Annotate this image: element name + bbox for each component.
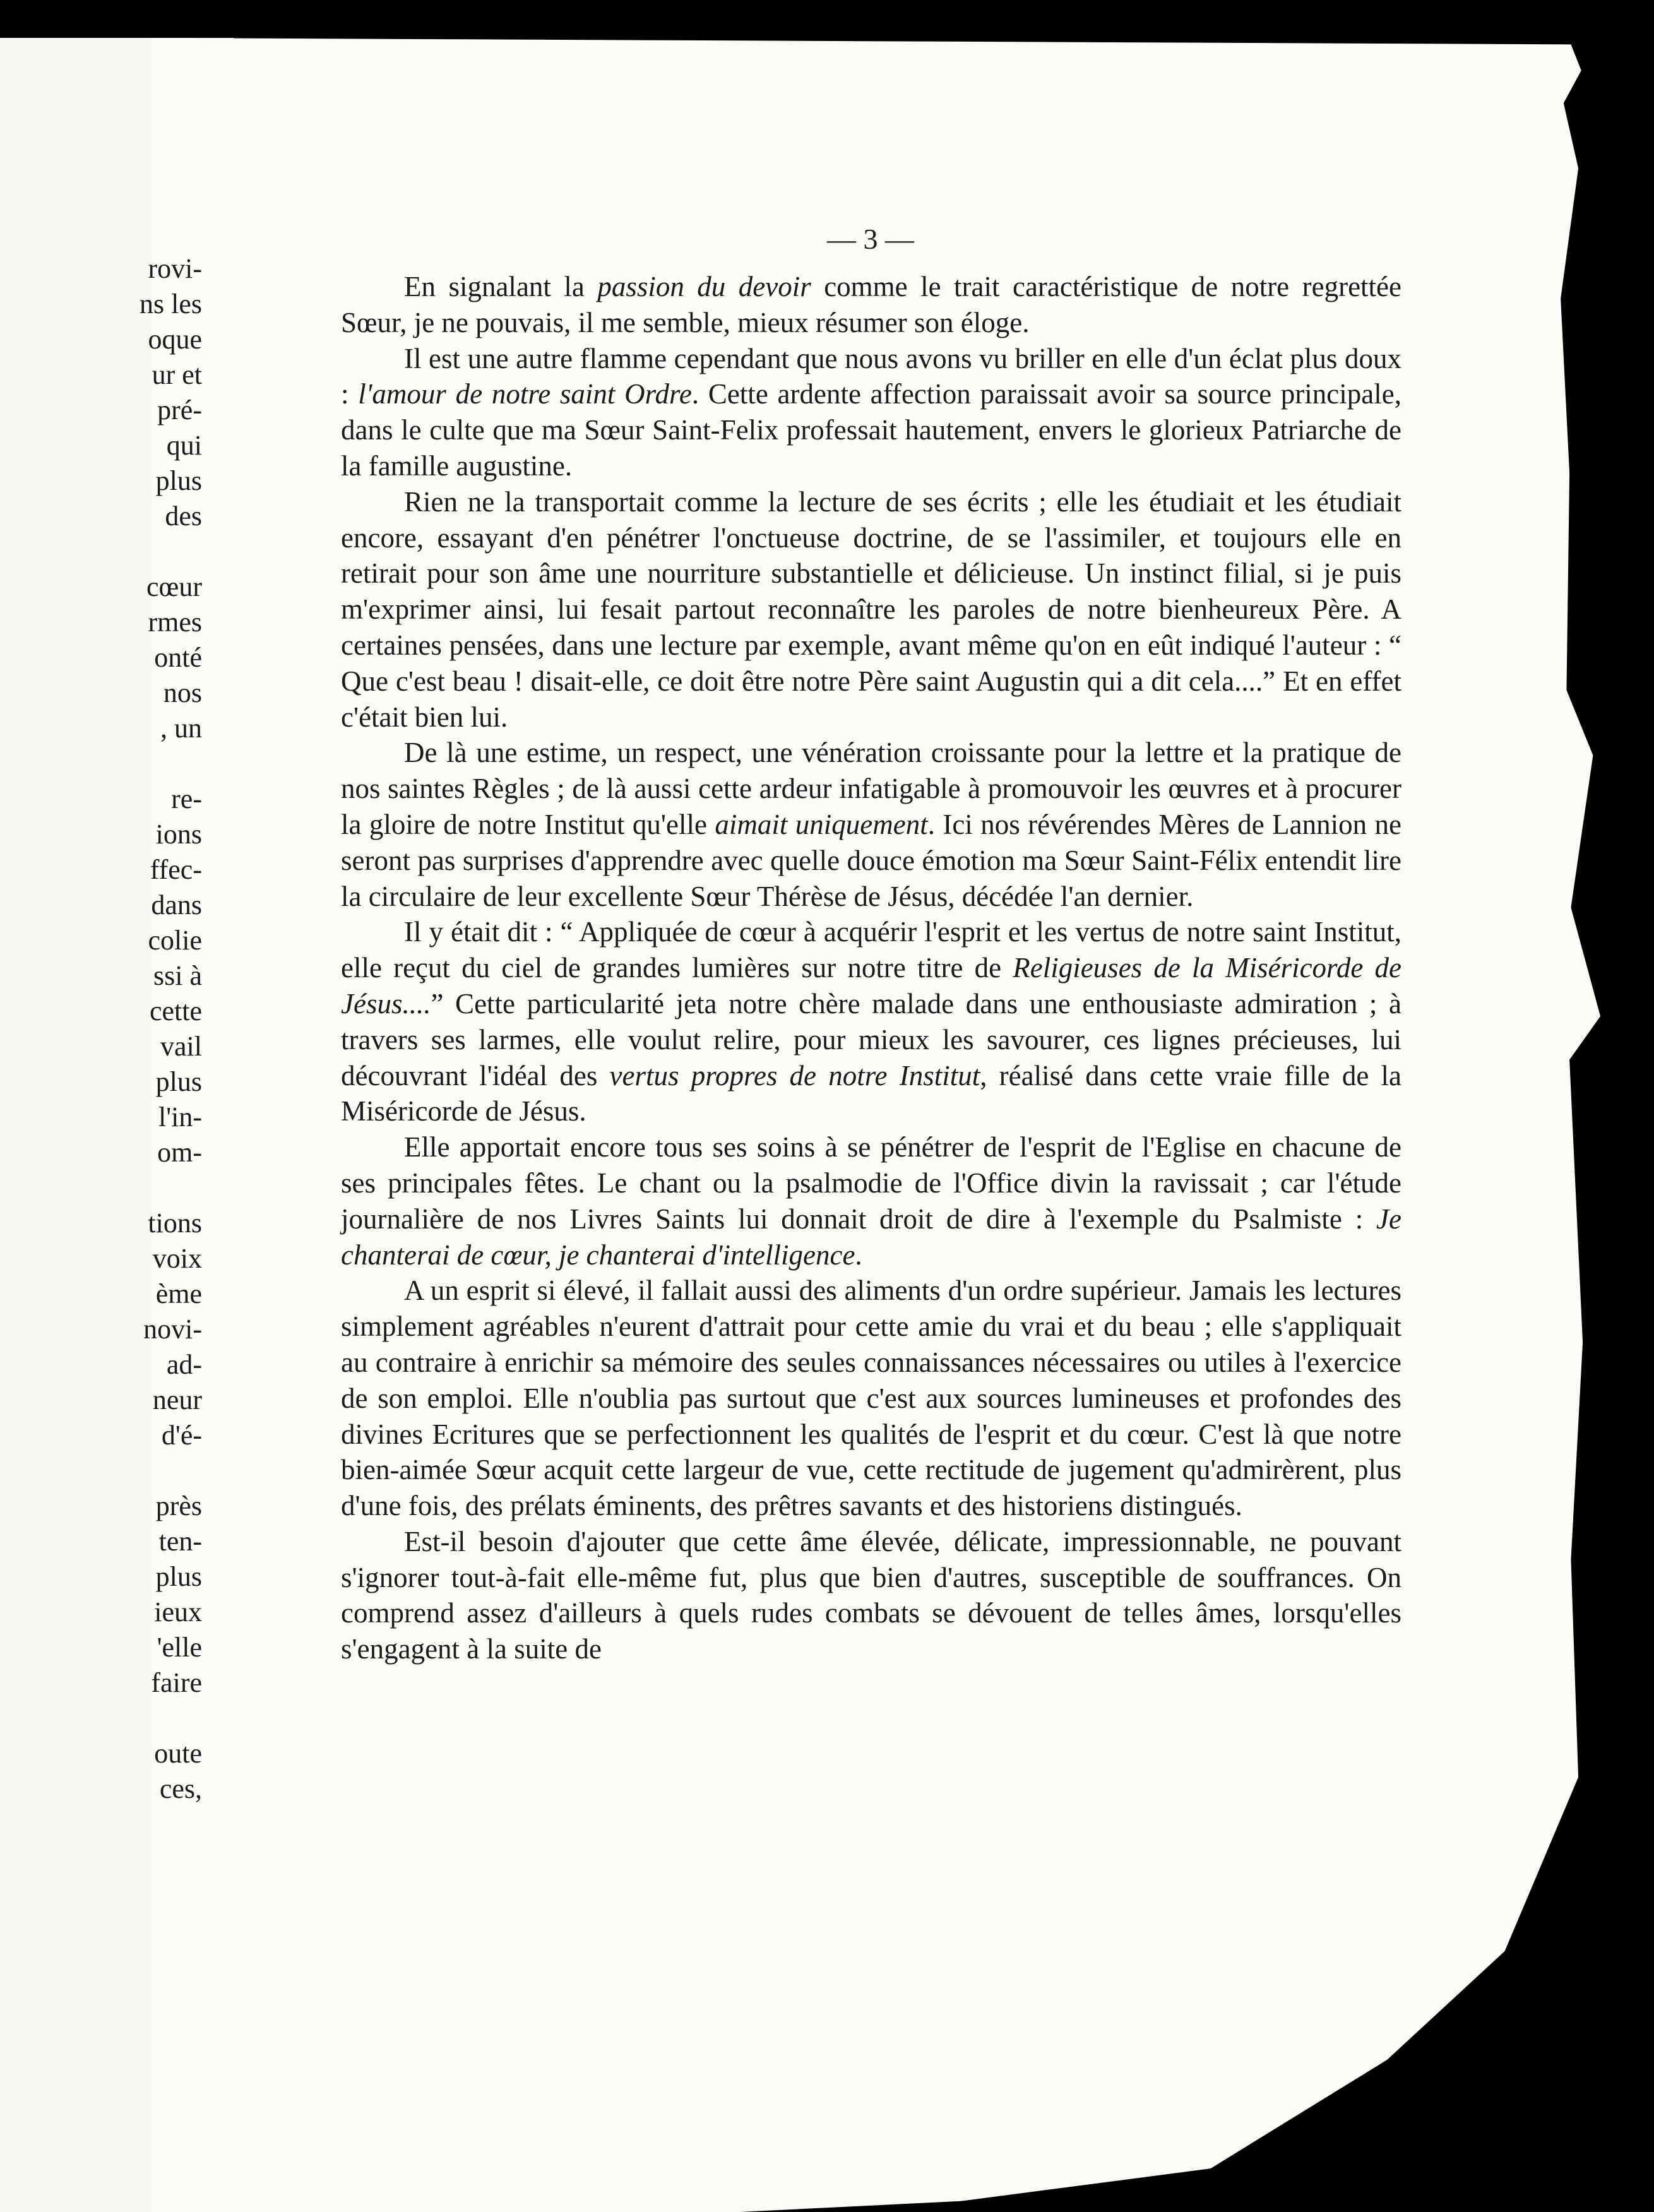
facing-page-line: rovi- bbox=[148, 253, 202, 284]
paragraph: En signalant la passion du devoir comme le trait caractéristique de notre regrettée Sœur, je ne pouvais, il me semble, mieux résumer son éloge. bbox=[341, 271, 1401, 338]
facing-page-line: 'elle bbox=[157, 1632, 202, 1663]
emphasis: l'amour de notre saint Ordre bbox=[358, 378, 692, 410]
facing-page-line: ces, bbox=[159, 1773, 202, 1804]
emphasis: Je chanterai de cœur, je chanterai d'intelligence bbox=[341, 1203, 1401, 1271]
facing-page-gap bbox=[0, 534, 202, 569]
scan-edge bbox=[1638, 38, 1654, 2212]
facing-page-line: nos bbox=[163, 677, 202, 708]
paragraph: A un esprit si élevé, il fallait aussi des aliments d'un ordre supérieur. Jamais les lectures simplement agréables n'eurent d'attrait pour cette amie du vrai et du beau ; elle s'appliquait au contraire à enrichir sa mémoire des seules connaissances nécessaires ou utiles à l'exercice de son emploi. Elle n'oublia pas surtout que c'est aux sources lumineuses et profondes des divines Ecritures que se perfectionnent les qualités de l'esprit et du cœur. C'est là que notre bien-aimée Sœur acquit cette largeur de vue, cette rectitude de jugement qu'admirèrent, plus d'une fois, des prélats éminents, des prêtres savants et des historiens distingués. bbox=[341, 1275, 1401, 1522]
emphasis: vertus propres de notre Institut bbox=[609, 1059, 980, 1091]
paragraph: Il y était dit : “ Appliquée de cœur à acquérir l'esprit et les vertus de notre saint Institut, elle reçut du ciel de grandes lumières sur notre titre de Religieuses de la Miséricorde de Jésus....” Cette particularité jeta notre chère malade dans une enthousiaste admiration ; à travers ses larmes, elle voulut relire, pour mieux les savourer, ces lignes précieuses, lui découvrant l'idéal des vertus propres de notre Institut, réalisé dans cette vraie fille de la Miséricorde de Jésus. bbox=[341, 916, 1401, 1127]
facing-page-line: oute bbox=[154, 1738, 202, 1769]
facing-page-line: oque bbox=[148, 324, 202, 355]
facing-page-line: dans bbox=[151, 889, 202, 920]
paragraph: Il est une autre flamme cependant que nous avons vu briller en elle d'un éclat plus doux : l'amour de notre saint Ordre. Cette ardente affection paraissait avoir sa source principale, dans le culte que ma Sœur Saint-Felix professait hautement, envers le glorieux Patriarche de la famille augustine. bbox=[341, 342, 1401, 482]
facing-page-line: d'é- bbox=[161, 1420, 202, 1451]
facing-page-line: colie bbox=[148, 925, 202, 956]
facing-page-line: ad- bbox=[166, 1349, 202, 1380]
page-number: — 3 — bbox=[827, 223, 914, 255]
facing-page-line: novi- bbox=[143, 1314, 202, 1345]
facing-page-line: ur et bbox=[152, 359, 202, 390]
facing-page-line: des bbox=[165, 501, 202, 532]
facing-page-line: l'in- bbox=[158, 1102, 202, 1133]
facing-page-line: qui bbox=[166, 430, 202, 461]
facing-page-line: ème bbox=[155, 1278, 202, 1309]
facing-page-line: plus bbox=[155, 465, 202, 496]
facing-page-gap bbox=[0, 1170, 202, 1206]
facing-page-line: ieux bbox=[154, 1597, 202, 1627]
paragraph: De là une estime, un respect, une vénération croissante pour la lettre et la pratique de nos saintes Règles ; de là aussi cette ardeur infatigable à promouvoir les œuvres et à procurer la gloire de notre Institut qu'elle aimait uniquement. Ici nos révérendes Mères de Lannion ne seront pas surprises d'apprendre avec quelle douce émotion ma Sœur Saint-Félix entendit lire la circulaire de leur excellente Sœur Thérèse de Jésus, décédée l'an dernier. bbox=[341, 737, 1401, 912]
facing-page-line: rmes bbox=[148, 607, 202, 638]
facing-page-line: onté bbox=[154, 642, 202, 673]
emphasis: Religieuses de la Miséricorde de Jésus.... bbox=[341, 952, 1401, 1020]
facing-page-text bbox=[0, 251, 202, 1807]
facing-page-line: faire bbox=[151, 1667, 202, 1698]
emphasis: passion du devoir bbox=[597, 271, 811, 302]
facing-page-line: om- bbox=[157, 1137, 202, 1168]
facing-page-line: ten- bbox=[158, 1526, 202, 1557]
facing-page-line: près bbox=[155, 1490, 202, 1521]
facing-page-line: cœur bbox=[146, 571, 202, 602]
facing-page-gap bbox=[0, 746, 202, 782]
facing-page-line: voix bbox=[152, 1243, 202, 1274]
facing-page-line: vail bbox=[160, 1031, 202, 1062]
facing-page-line: pré- bbox=[157, 395, 202, 425]
facing-page-line: ssi à bbox=[153, 960, 202, 991]
facing-page-line: plus bbox=[155, 1561, 202, 1592]
facing-page-line: re- bbox=[171, 783, 202, 814]
facing-page-line: ions bbox=[155, 819, 202, 850]
facing-page-line: , un bbox=[160, 713, 202, 744]
facing-page-line: cette bbox=[149, 996, 202, 1026]
facing-page-line: plus bbox=[155, 1066, 202, 1097]
facing-page-line: ns les bbox=[140, 288, 202, 319]
paragraph: Est-il besoin d'ajouter que cette âme élevée, délicate, impressionnable, ne pouvant s'ignorer tout-à-fait elle-même fut, plus que bien d'autres, susceptible de souffrances. On comprend assez d'ailleurs à quels rudes combats se dévouent de telles âmes, lorsqu'elles s'engagent à la suite de bbox=[341, 1525, 1401, 1665]
emphasis: aimait uniquement bbox=[715, 808, 928, 840]
facing-page-gap bbox=[0, 1453, 202, 1489]
facing-page-gap bbox=[0, 1701, 202, 1736]
facing-page-line: ffec- bbox=[150, 854, 202, 885]
body-text bbox=[341, 269, 1401, 1667]
facing-page-line: neur bbox=[152, 1384, 202, 1415]
paragraph: Rien ne la transportait comme la lecture de ses écrits ; elle les étudiait et les étudiait encore, essayant d'en pénétrer l'onctueuse doctrine, de se l'assimiler, et toujours elle en retirait pour son âme une nourriture substantielle et délicieuse. Un instinct filial, si je puis m'exprimer ainsi, lui fesait partout reconnaître les paroles de notre bienheureux Père. A certaines pensées, dans une lecture par exemple, avant même qu'on en eût indiqué l'auteur : “ Que c'est beau ! disait-elle, ce doit être notre Père saint Augustin qui a dit cela....” Et en effet c'était bien lui. bbox=[341, 485, 1401, 733]
paragraph: Elle apportait encore tous ses soins à se pénétrer de l'esprit de l'Eglise en chacune de ses principales fêtes. Le chant ou la psalmodie de l'Office divin la ravissait ; car l'étude journalière de nos Livres Saints lui donnait droit de dire à l'exemple du Psalmiste : Je chanterai de cœur, je chanterai d'intelligence. bbox=[341, 1131, 1401, 1271]
facing-page-line: tions bbox=[148, 1208, 202, 1239]
